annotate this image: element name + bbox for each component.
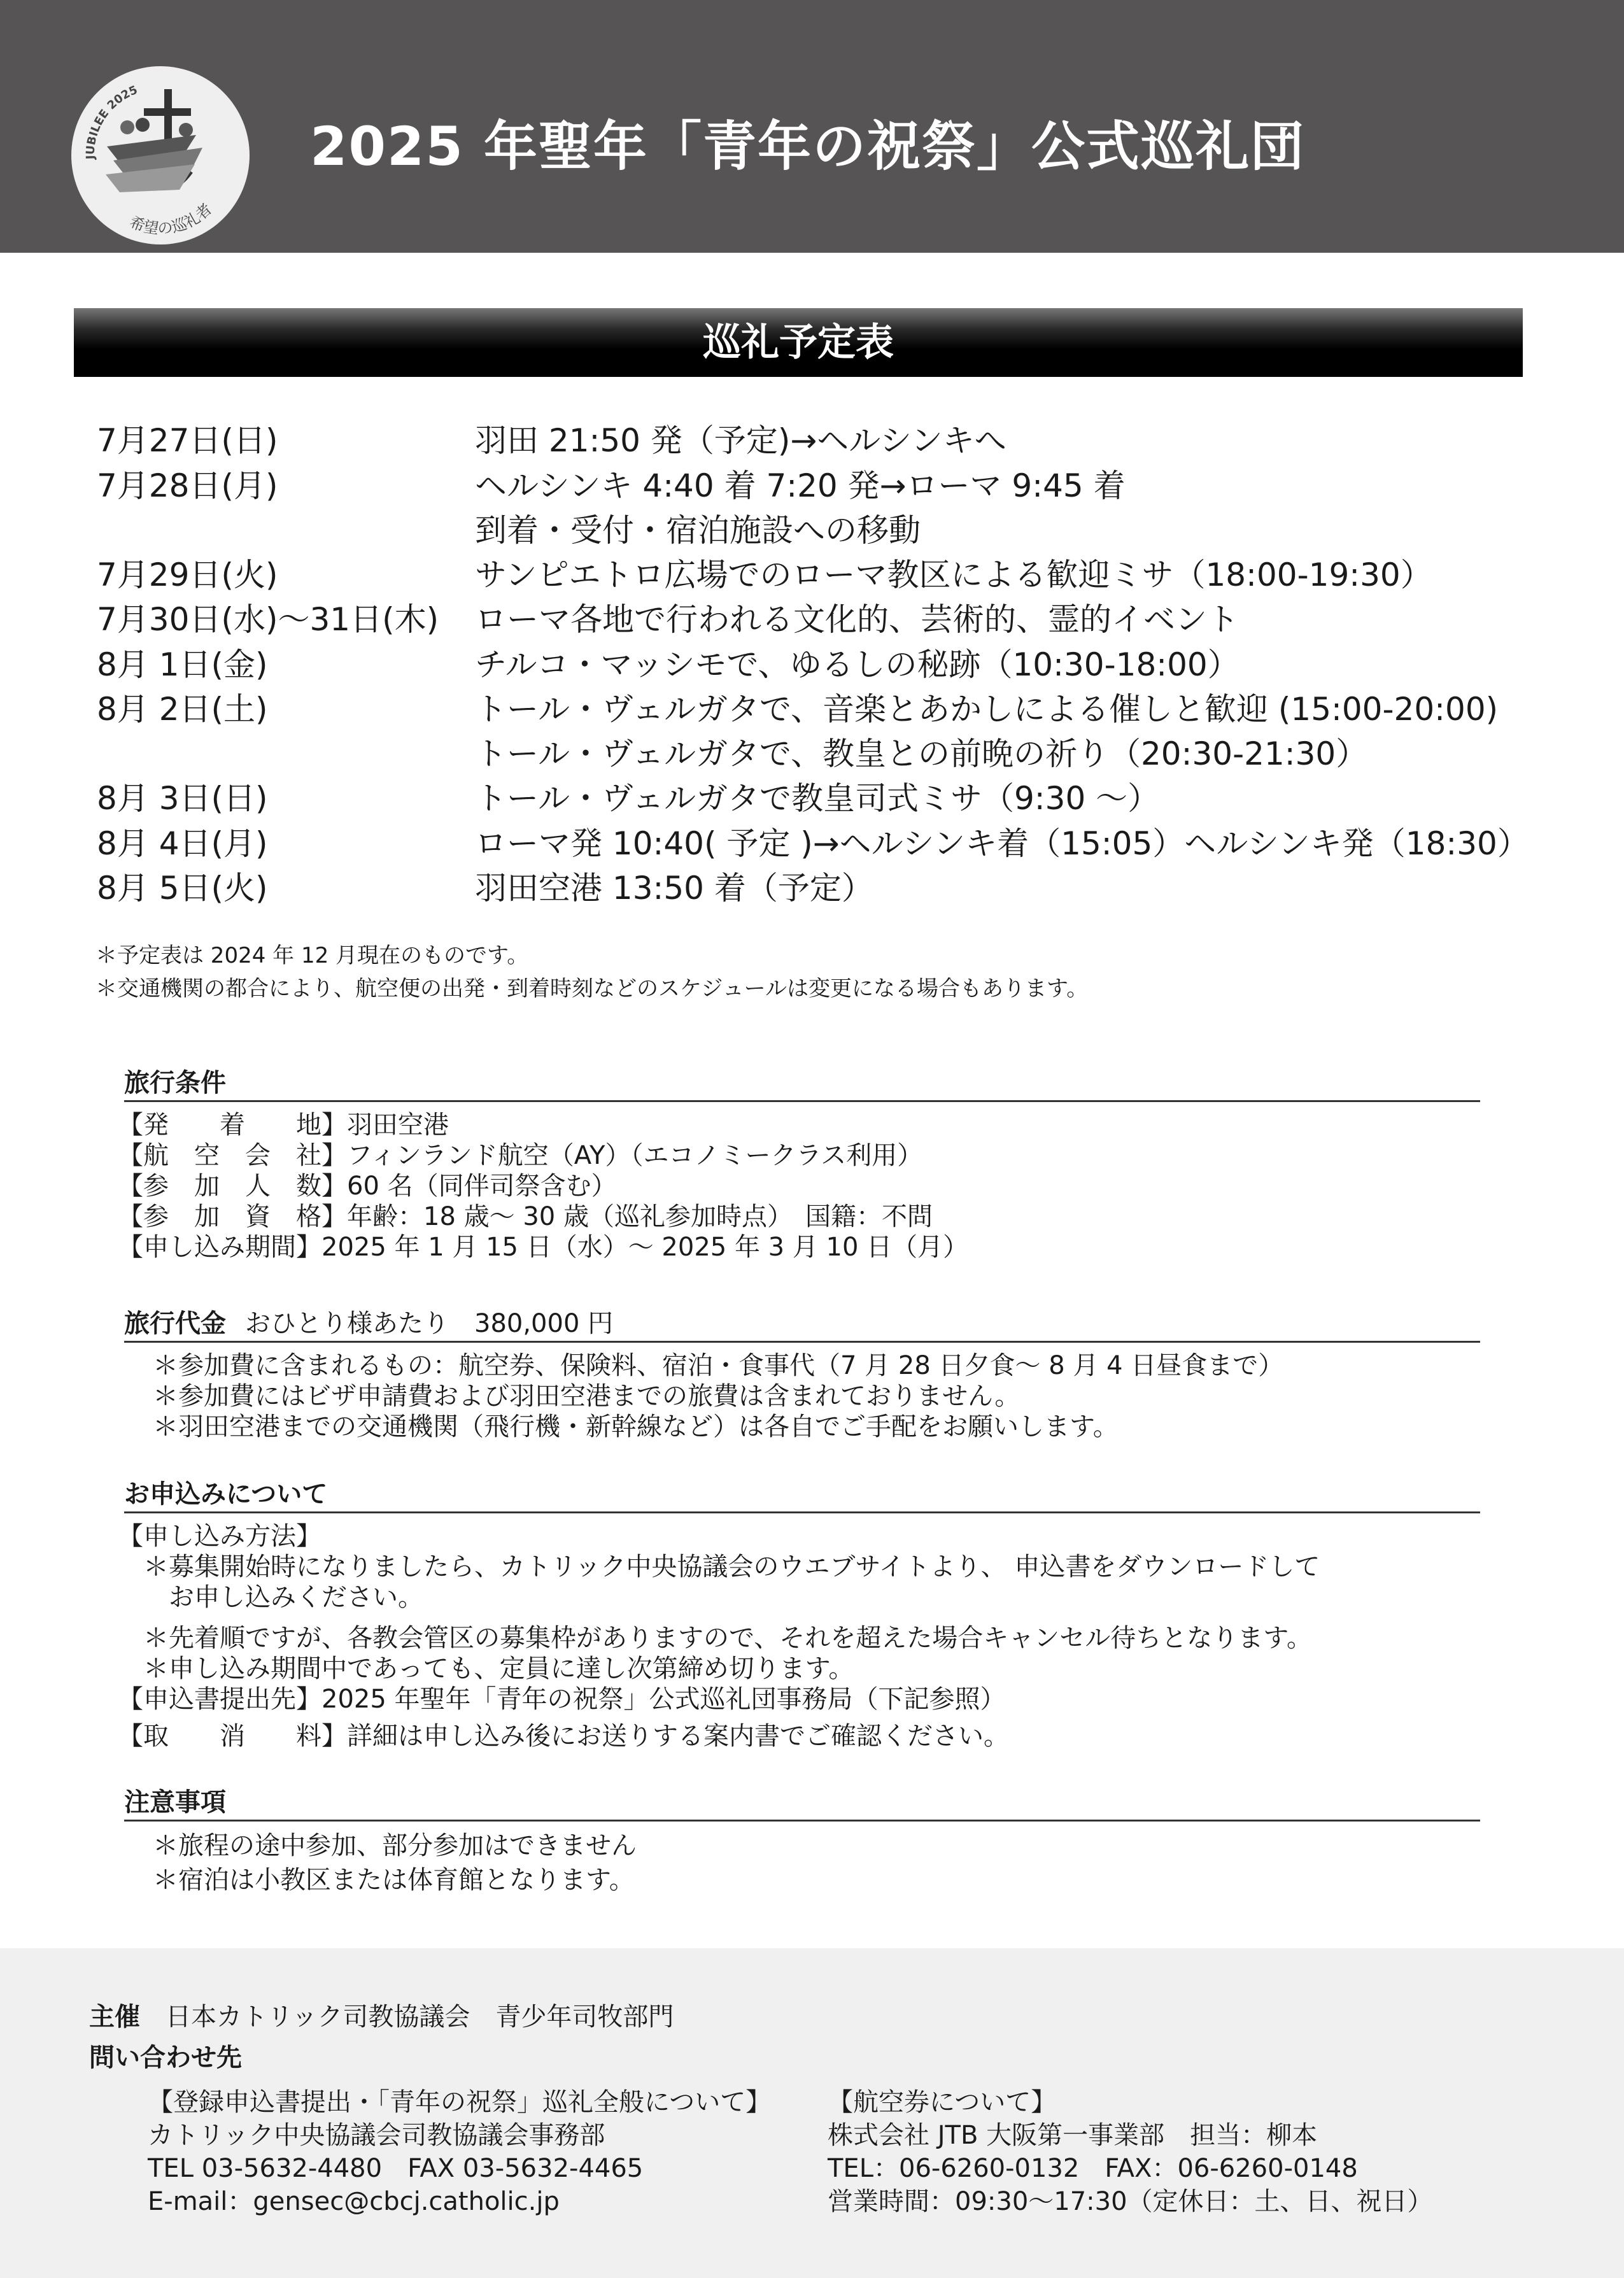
caution-line: ＊旅程の途中参加、部分参加はできません	[153, 1831, 637, 1860]
schedule-date: 8月 4日(月)	[97, 825, 268, 862]
application-line: 【申し込み方法】	[118, 1522, 321, 1551]
jubilee-logo	[69, 64, 252, 247]
conditions-line: 【発 着 地】羽田空港	[118, 1110, 449, 1140]
cautions-heading	[124, 1786, 1480, 1822]
schedule-event: トール・ヴェルガタで、音楽とあかしによる催しと歓迎 (15:00-20:00)	[475, 691, 1499, 728]
schedule-event: 羽田 21:50 発（予定)→ヘルシンキへ	[475, 422, 1006, 459]
application-line: ＊募集開始時になりましたら、カトリック中央協議会のウエブサイトより、 申込書をダウンロードして	[118, 1552, 1320, 1581]
schedule-event: ローマ発 10:40( 予定 )→ヘルシンキ着（15:05）ヘルシンキ発（18:30）	[475, 825, 1529, 862]
price-note: ＊羽田空港までの交通機関（飛行機・新幹線など）は各自でご手配をお願いします。	[153, 1412, 1119, 1441]
schedule-event: ローマ各地で行われる文化的、芸術的、霊的イベント	[475, 601, 1239, 638]
schedule-date: 8月 1日(金)	[97, 646, 268, 683]
schedule-event: チルコ・マッシモで、ゆるしの秘跡（10:30-18:00）	[475, 646, 1239, 683]
schedule-heading-bar	[74, 308, 1523, 377]
application-line: お申し込みください。	[118, 1583, 423, 1612]
schedule-event: ヘルシンキ 4:40 着 7:20 発→ローマ 9:45 着	[475, 467, 1126, 504]
price-detail: おひとり様あたり 380,000 円	[245, 1309, 614, 1338]
contact-right-hours: 営業時間：09:30～17:30（定休日：土、日、祝日）	[828, 2187, 1433, 2216]
application-heading	[124, 1478, 1480, 1513]
contact-left-org: カトリック中央協議会司教協議会事務部	[148, 2121, 605, 2150]
price-heading-label: 旅行代金	[124, 1309, 226, 1338]
schedule-date: 8月 3日(日)	[97, 780, 268, 817]
schedule-event: 到着・受付・宿泊施設への移動	[475, 512, 921, 549]
organizer-name: 日本カトリック司教協議会 青少年司牧部門	[166, 2002, 674, 2032]
schedule-event: 羽田空港 13:50 着（予定）	[475, 870, 873, 907]
footer	[0, 1948, 1624, 2278]
logo-pilgrim-text: 希望の巡礼者	[127, 200, 216, 238]
schedule-date: 7月28日(月)	[97, 467, 278, 504]
contact-label: 問い合わせ先	[89, 2043, 242, 2072]
application-line: 【取 消 料】詳細は申し込み後にお送りする案内書でご確認ください。	[118, 1722, 1009, 1751]
logo-jubilee-text: JUBILEE 2025	[83, 83, 140, 160]
application-line: 【申込書提出先】2025 年聖年「青年の祝祭」公式巡礼団事務局（下記参照）	[118, 1685, 1006, 1714]
schedule-date: 8月 5日(火)	[97, 870, 268, 907]
schedule-date: 8月 2日(土)	[97, 691, 268, 728]
conditions-line: 【参 加 人 数】60 名（同伴司祭含む）	[118, 1171, 617, 1201]
price-note: ＊参加費に含まれるもの：航空券、保険料、宿泊・食事代（7 月 28 日夕食～ 8 月 4 日昼食まで）	[153, 1351, 1284, 1380]
application-heading-label: お申込みについて	[124, 1480, 328, 1509]
schedule-note: ＊交通機関の都合により、航空便の出発・到着時刻などのスケジュールは変更になる場合もあります。	[95, 976, 1089, 1001]
schedule-event: トール・ヴェルガタで、教皇との前晩の祈り（20:30-21:30）	[475, 735, 1368, 772]
conditions-line: 【航 空 会 社】フィンランド航空（AY）（エコノミークラス利用）	[118, 1141, 923, 1170]
cautions-heading-label: 注意事項	[124, 1788, 226, 1817]
price-note: ＊参加費にはビザ申請費および羽田空港までの旅費は含まれておりません。	[153, 1382, 1020, 1411]
schedule-date: 7月27日(日)	[97, 422, 278, 459]
application-line: ＊先着順ですが、各教会管区の募集枠がありますので、それを超えた場合キャンセル待ちとなります。	[118, 1624, 1312, 1653]
contact-right-org: 株式会社 JTB 大阪第一事業部 担当：柳本	[828, 2121, 1318, 2150]
contact-left-email[interactable]: E-mail：gensec@cbcj.catholic.jp	[148, 2187, 560, 2216]
conditions-line: 【申し込み期間】2025 年 1 月 15 日（水）～ 2025 年 3 月 10 日（月）	[118, 1233, 969, 1262]
header-banner	[0, 0, 1624, 253]
organizer-label: 主催	[89, 2002, 140, 2032]
conditions-line: 【参 加 資 格】年齢：18 歳～ 30 歳（巡礼参加時点） 国籍：不問	[118, 1202, 933, 1231]
contact-right-phone: TEL：06-6260-0132 FAX：06-6260-0148	[828, 2154, 1358, 2183]
conditions-heading	[124, 1067, 1480, 1102]
contact-left-heading: 【登録申込書提出・「青年の祝祭」巡礼全般について】	[148, 2088, 772, 2117]
application-line: ＊申し込み期間中であっても、定員に達し次第締め切ります。	[118, 1654, 854, 1683]
schedule-date: 7月30日(水)～31日(木)	[97, 601, 439, 638]
conditions-heading-label: 旅行条件	[124, 1068, 226, 1098]
contact-right-heading: 【航空券について】	[828, 2088, 1057, 2117]
page-title: 2025 年聖年「青年の祝祭」公式巡礼団	[310, 115, 1306, 178]
price-heading	[124, 1308, 1480, 1343]
organizer-line	[89, 1999, 674, 2035]
caution-line: ＊宿泊は小教区または体育館となります。	[153, 1865, 635, 1895]
schedule-event: トール・ヴェルガタで教皇司式ミサ（9:30 ～）	[475, 780, 1160, 817]
schedule-event: サンピエトロ広場でのローマ教区による歓迎ミサ（18:00-19:30）	[475, 556, 1432, 593]
schedule-date: 7月29日(火)	[97, 556, 278, 593]
contact-left-phone: TEL 03-5632-4480 FAX 03-5632-4465	[148, 2154, 644, 2183]
schedule-heading: 巡礼予定表	[703, 320, 894, 365]
schedule-note: ＊予定表は 2024 年 12 月現在のものです。	[95, 943, 529, 968]
